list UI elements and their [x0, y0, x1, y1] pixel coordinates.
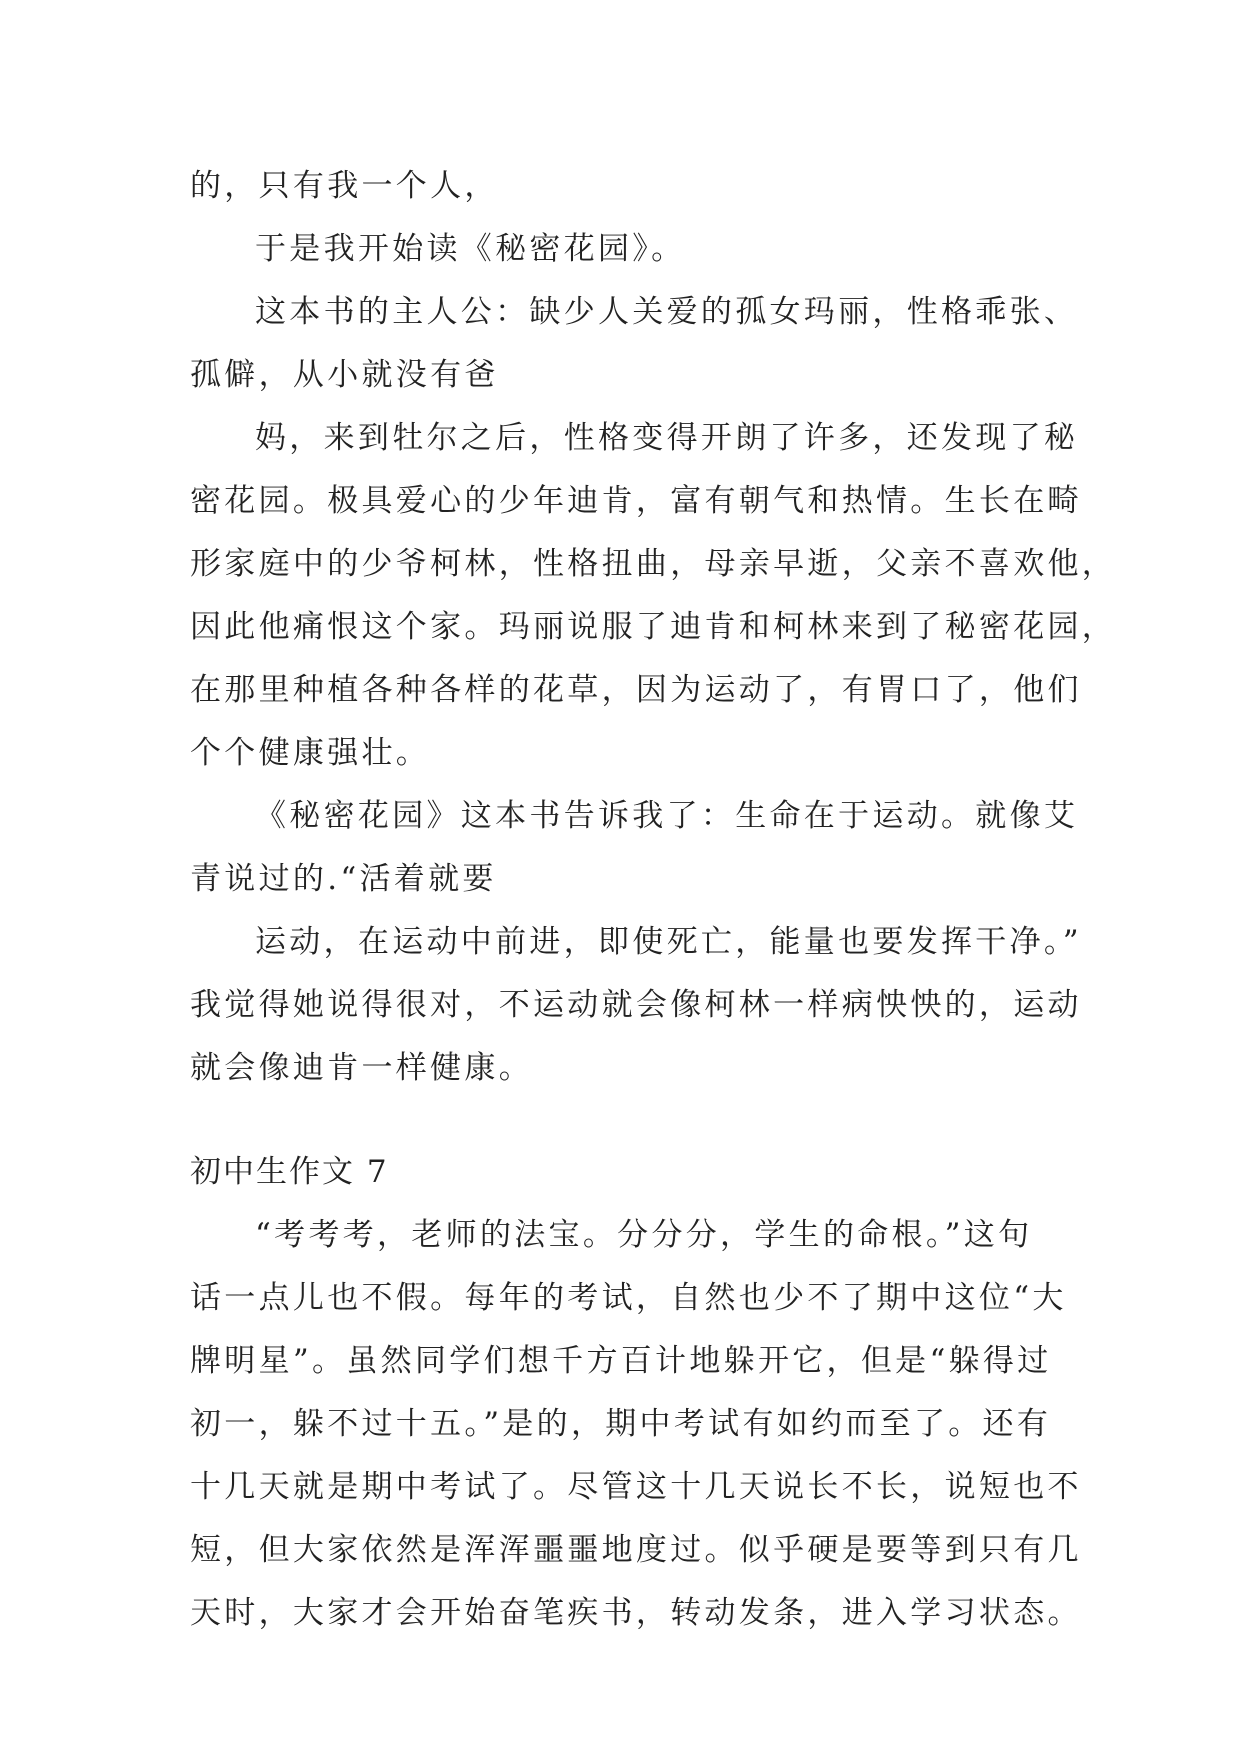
- text-line: 牌明星”。虽然同学们想千方百计地躲开它，但是“躲得过: [190, 1343, 1052, 1379]
- text-line: 密花园。极具爱心的少年迪肯，富有朝气和热情。生长在畸: [190, 483, 1082, 519]
- text-line: 这本书的主人公：缺少人关爱的孤女玛丽，性格乖张、: [255, 294, 1079, 330]
- section-heading: 初中生作文 7: [190, 1154, 389, 1190]
- text-line: 就会像迪肯一样健康。: [190, 1050, 533, 1086]
- text-line: 于是我开始读《秘密花园》。: [255, 231, 686, 267]
- text-line: 个个健康强壮。: [190, 735, 431, 771]
- text-line: 孤僻，从小就没有爸: [190, 357, 499, 393]
- text-line: 因此他痛恨这个家。玛丽说服了迪肯和柯林来到了秘密花园，: [190, 609, 1117, 645]
- text-line: 我觉得她说得很对，不运动就会像柯林一样病怏怏的，运动: [190, 987, 1082, 1023]
- text-line: 短，但大家依然是浑浑噩噩地度过。似乎硬是要等到只有几: [190, 1532, 1082, 1568]
- text-line: “考考考，老师的法宝。分分分，学生的命根。”这句: [255, 1217, 1033, 1253]
- text-line: 青说过的.“活着就要: [190, 861, 497, 897]
- text-line: 初一，躲不过十五。”是的，期中考试有如约而至了。还有: [190, 1406, 1052, 1442]
- text-line: 的，只有我一个人，: [190, 168, 499, 204]
- text-line: 天时，大家才会开始奋笔疾书，转动发条，进入学习状态。: [190, 1595, 1082, 1631]
- text-line: 运动，在运动中前进，即使死亡，能量也要发挥干净。”: [255, 924, 1082, 960]
- text-line: 十几天就是期中考试了。尽管这十几天说长不长，说短也不: [190, 1469, 1082, 1505]
- text-line: 在那里种植各种各样的花草，因为运动了，有胃口了，他们: [190, 672, 1082, 708]
- text-line: 形家庭中的少爷柯林，性格扭曲，母亲早逝，父亲不喜欢他，: [190, 546, 1117, 582]
- text-line: 话一点儿也不假。每年的考试，自然也少不了期中这位“大: [190, 1280, 1067, 1316]
- text-line: 《秘密花园》这本书告诉我了：生命在于运动。就像艾: [255, 798, 1079, 834]
- text-line: 妈，来到牡尔之后，性格变得开朗了许多，还发现了秘: [255, 420, 1079, 456]
